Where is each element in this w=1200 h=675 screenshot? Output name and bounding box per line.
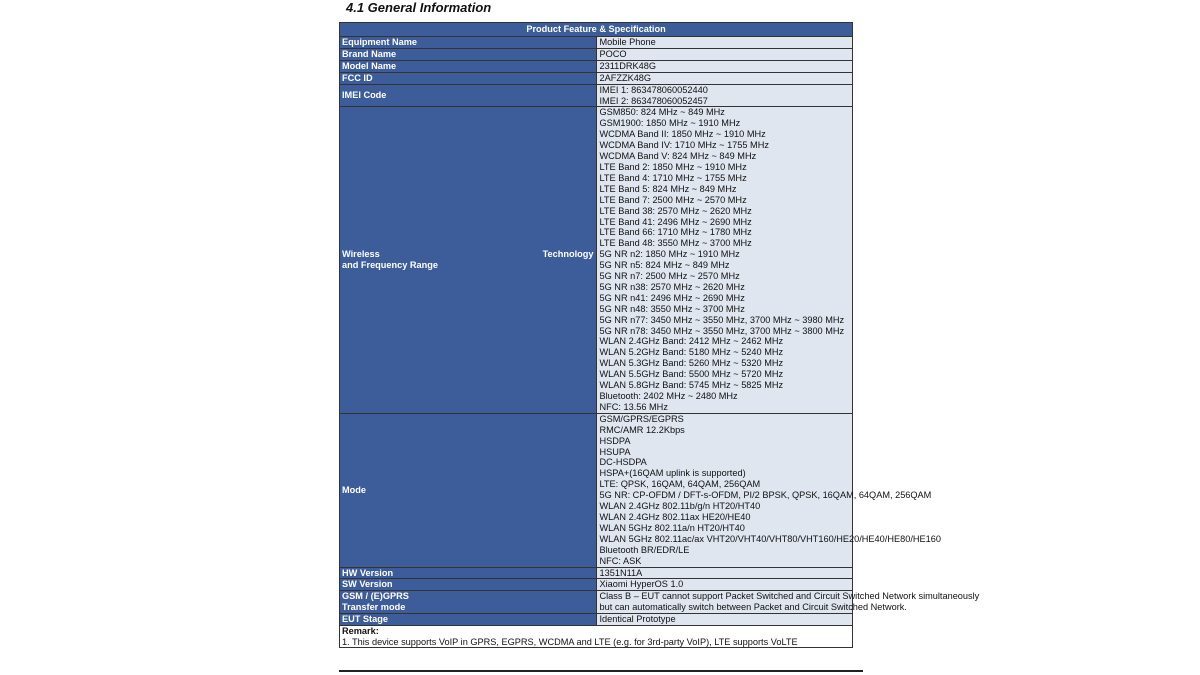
gsm-transfer-line: but can automatically switch between Packet and Circuit Switched Network. (599, 602, 907, 613)
frequency-line: 5G NR n48: 3550 MHz ~ 3700 MHz (599, 303, 745, 314)
table-row (340, 614, 853, 626)
frequency-line: 5G NR n78: 3450 MHz ~ 3550 MHz, 3700 MHz ~ 3800 MHz (599, 325, 845, 336)
model-name-value: 2311DRK48G (596, 60, 853, 72)
frequency-line: 5G NR n77: 3450 MHz ~ 3550 MHz, 3700 MHz ~ 3980 MHz (599, 314, 845, 325)
frequency-line: WLAN 5.5GHz Band: 5500 MHz ~ 5720 MHz (599, 369, 784, 380)
gsm-transfer-label-line: Transfer mode (342, 602, 406, 613)
table-row (340, 567, 853, 579)
table-row (340, 48, 853, 60)
frequency-line: LTE Band 7: 2500 MHz ~ 2570 MHz (599, 194, 747, 205)
table-header-row (340, 23, 853, 37)
remark-row (340, 626, 853, 648)
brand-name-label: Brand Name (340, 48, 597, 60)
remark-cell (340, 626, 853, 648)
frequency-line: 5G NR n5: 824 MHz ~ 849 MHz (599, 260, 730, 271)
frequency-line: GSM1900: 1850 MHz ~ 1910 MHz (599, 118, 741, 129)
mode-line: DC-HSDPA (599, 457, 647, 468)
hw-version-value: 1351N11A (596, 567, 853, 579)
remark-label: Remark: (342, 626, 379, 637)
imei-line: IMEI 1: 863478060052440 (599, 84, 708, 95)
gsm-transfer-values (596, 591, 980, 614)
wireless-label-line: and Frequency Range (342, 260, 438, 271)
gsm-transfer-label (340, 591, 597, 614)
frequency-line: WLAN 5.2GHz Band: 5180 MHz ~ 5240 MHz (599, 347, 784, 358)
frequency-line: LTE Band 4: 1710 MHz ~ 1755 MHz (599, 172, 747, 183)
imei-label: IMEI Code (340, 84, 597, 107)
bottom-rule (339, 670, 863, 672)
eut-stage-value: Identical Prototype (596, 614, 853, 626)
frequency-line: NFC: 13.56 MHz (599, 401, 668, 412)
model-name-label: Model Name (340, 60, 597, 72)
wireless-label-line: Wireless Technology (342, 249, 594, 260)
sw-version-label: SW Version (340, 579, 597, 591)
imei-values (596, 84, 853, 107)
mode-line: WLAN 5GHz 802.11a/n HT20/HT40 (599, 522, 745, 533)
frequency-line: LTE Band 5: 824 MHz ~ 849 MHz (599, 183, 737, 194)
table-row (340, 579, 853, 591)
frequency-line: 5G NR n38: 2570 MHz ~ 2620 MHz (599, 281, 745, 292)
fcc-id-label: FCC ID (340, 72, 597, 84)
remark-item: 1. This device supports VoIP in GPRS, EGPRS, WCDMA and LTE (e.g. for 3rd-party VoIP), LTE supports VoLTE (342, 636, 798, 647)
mode-line: HSUPA (599, 446, 631, 457)
frequency-line: LTE Band 38: 2570 MHz ~ 2620 MHz (599, 205, 752, 216)
section-title: 4.1 General Information (346, 0, 492, 15)
eut-stage-label: EUT Stage (340, 614, 597, 626)
mode-line: 5G NR: CP-OFDM / DFT-s-OFDM, PI/2 BPSK, QPSK, 16QAM, 64QAM, 256QAM (599, 490, 932, 501)
frequency-line: WLAN 5.3GHz Band: 5260 MHz ~ 5320 MHz (599, 358, 784, 369)
hw-version-label: HW Version (340, 567, 597, 579)
table-row (340, 591, 853, 614)
equipment-name-value: Mobile Phone (596, 37, 853, 49)
sw-version-value: Xiaomi HyperOS 1.0 (596, 579, 853, 591)
table-row (340, 107, 853, 413)
mode-line: NFC: ASK (599, 555, 642, 566)
frequency-line: WCDMA Band IV: 1710 MHz ~ 1755 MHz (599, 140, 769, 151)
fcc-id-value: 2AFZZK48G (596, 72, 853, 84)
mode-line: WLAN 2.4GHz 802.11b/g/n HT20/HT40 (599, 501, 761, 512)
table-row (340, 413, 853, 567)
table-row (340, 60, 853, 72)
mode-line: Bluetooth BR/EDR/LE (599, 544, 690, 555)
mode-line: WLAN 5GHz 802.11ac/ax VHT20/VHT40/VHT80/VHT160/HE20/HE40/HE80/HE160 (599, 533, 941, 544)
frequency-line: WLAN 2.4GHz Band: 2412 MHz ~ 2462 MHz (599, 336, 784, 347)
mode-label: Mode (340, 413, 597, 567)
frequency-line: LTE Band 2: 1850 MHz ~ 1910 MHz (599, 161, 747, 172)
frequency-line: WCDMA Band V: 824 MHz ~ 849 MHz (599, 151, 757, 162)
table-row (340, 72, 853, 84)
mode-line: HSPA+(16QAM uplink is supported) (599, 468, 746, 479)
gsm-transfer-label-line: GSM / (E)GPRS (342, 591, 409, 602)
frequency-line: 5G NR n2: 1850 MHz ~ 1910 MHz (599, 249, 740, 260)
frequency-line: GSM850: 824 MHz ~ 849 MHz (599, 107, 725, 118)
frequency-line: WLAN 5.8GHz Band: 5745 MHz ~ 5825 MHz (599, 380, 784, 391)
mode-values (596, 413, 941, 567)
equipment-name-label: Equipment Name (340, 37, 597, 49)
frequency-line: WCDMA Band II: 1850 MHz ~ 1910 MHz (599, 129, 766, 140)
frequency-line: Bluetooth: 2402 MHz ~ 2480 MHz (599, 391, 738, 401)
mode-line: LTE: QPSK, 16QAM, 64QAM, 256QAM (599, 479, 761, 490)
mode-line: HSDPA (599, 435, 631, 446)
mode-line: RMC/AMR 12.2Kbps (599, 424, 685, 435)
wireless-values (596, 107, 853, 413)
frequency-line: 5G NR n41: 2496 MHz ~ 2690 MHz (599, 292, 745, 303)
gsm-transfer-line: Class B – EUT cannot support Packet Switched and Circuit Switched Network simultaneously (599, 591, 980, 602)
mode-line: GSM/GPRS/EGPRS (599, 413, 684, 424)
table-row (340, 84, 853, 107)
table-header: Product Feature & Specification (340, 23, 853, 37)
frequency-line: 5G NR n7: 2500 MHz ~ 2570 MHz (599, 271, 740, 282)
mode-line: WLAN 2.4GHz 802.11ax HE20/HE40 (599, 511, 751, 522)
spec-table (339, 22, 980, 648)
frequency-line: LTE Band 41: 2496 MHz ~ 2690 MHz (599, 216, 752, 227)
frequency-line: LTE Band 66: 1710 MHz ~ 1780 MHz (599, 227, 752, 238)
frequency-line: LTE Band 48: 3550 MHz ~ 3700 MHz (599, 238, 752, 249)
wireless-label (340, 107, 597, 413)
table-row (340, 37, 853, 49)
brand-name-value: POCO (596, 48, 853, 60)
imei-line: IMEI 2: 863478060052457 (599, 95, 708, 106)
